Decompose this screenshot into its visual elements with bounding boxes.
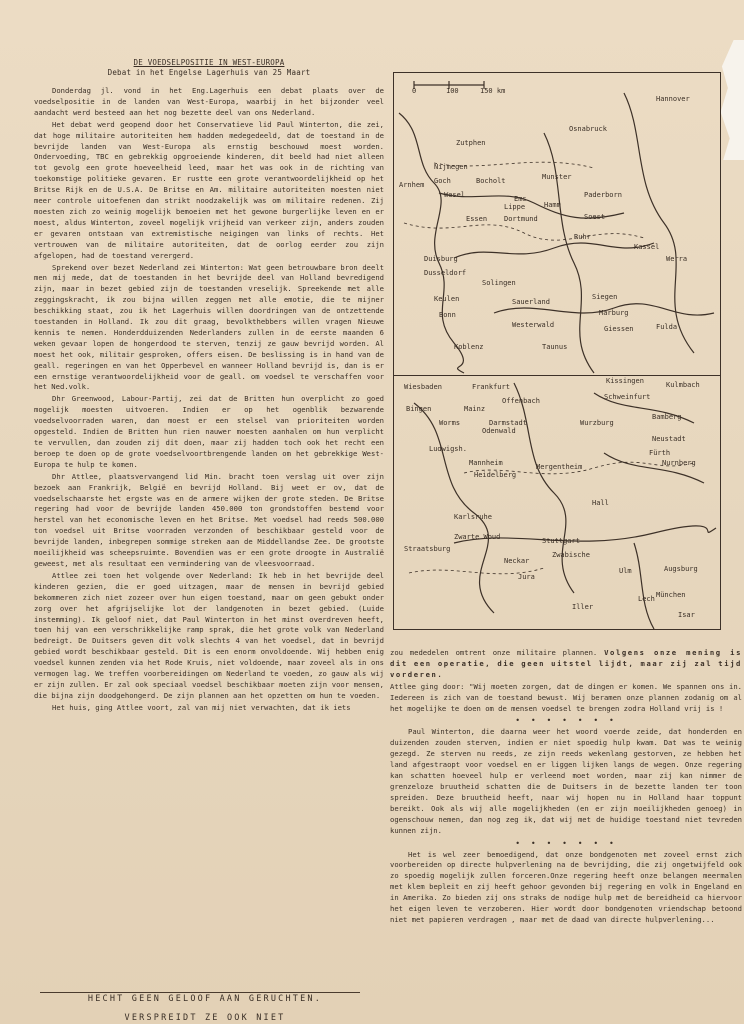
map-label-south: Stuttgart: [542, 537, 580, 545]
scale-label: 150 km: [480, 87, 506, 95]
map-label-south: Kulmbach: [666, 381, 700, 389]
map-divider: [394, 375, 720, 376]
paragraph: Attlee zei toen het volgende over Nederland: Ik heb in het bevrijde deel kinderen gezien, die er goed uitzagen, maar de mensen in bevrijd gebied bekommeren zich niet zozeer over hun eigen toestand, maar om geen gebukt onder zorg over het afgrijselijke lot der landgenoten in bezet gebied. (Luide instemming). Ik geloof niet, dat Paul Winterton in het minst overdreven heeft, toen hij van een verschrikkelijke ramp sprak, die het grote volk van Nederland bedreigt. De Duitsers geven dit volk slechts 4 van het voedsel, dat in bevrijd gebied wordt beschikbaar gesteld. Dit is een enorm onvoldoende. Wij hebben enig voedsel kunnen zenden via het Rode Kruis, niet voldoende, maar zoveel als in ons vermogen lag. We treffen voorbereidingen om Nederland te voeden, zo gauw als wij er zijn zullen. Er zal ook speciaal voedsel beschikbaar moeten zijn voor mensen, die bijna zijn doodgehongerd. De zijn plannen aan het opzetten om hun te voeden.: [34, 570, 384, 700]
map-label-north: Sauerland: [512, 298, 550, 306]
map-label-south: Neckar: [504, 557, 530, 565]
map-label-south: Mainz: [464, 405, 486, 413]
map-figure: [393, 72, 721, 630]
map-label-north: Munster: [542, 173, 572, 181]
emphasis-text: Volgens onze mening is dit een operatie, die geen uitstel lijdt, maar zij zal tijd vorderen.: [390, 648, 743, 679]
map-label-south: Jura: [518, 573, 535, 581]
map-label-south: Wiesbaden: [404, 383, 442, 391]
paragraph: Dhr Greenwood, Labour-Partij, zei dat de Britten hun overplicht zo goed mogelijk moesten uitvoeren. Indien er op het ogenblik bezwarende voedselvoorraden waren, dan moest er een stelsel van prioriteiten worden opgesteld. Indien de Britten hun rien nauwer moesten aanhalen om hun verplicht te vervullen, dan zouden zij dit doen, maar zij hadden toch ook het recht een beroep te doen op de grote voedselvoortbrengende landen om het gebrekkige West-Europa te hulp te komen.: [34, 394, 384, 469]
map-label-north: Goch: [434, 177, 451, 185]
map-label-south: Frankfurt: [472, 383, 510, 391]
map-label-south: Iller: [572, 603, 594, 611]
map-label-north: Ems: [514, 195, 527, 203]
map-label-south: Bamberg: [652, 413, 682, 421]
map-label-south: Zwarte Woud: [454, 533, 501, 541]
paragraph: Dhr Attlee, plaatsvervangend lid Min. bracht toen verslag uit over zijn bezoek aan Frankrijk, België en bevrijd Holland. Bij weet er ov, dat de voedselschaarste het ergste was en de armere wijken der grote steden. De Britse regering had voor de bevrijde landen 450.000 ton grondstoffen bestemd voor herstel van het economische leven en het Britse. Met voedsel had reeds 500.000 ton voedsel uit Britse voorraden verzonden of beschikbaar gesteld voor de bevrijde landen, inbegrepen sommige streken aan de Middellandse Zee. De grootste moeilijkheid was scheepsruimte. Bovendien was er een grote droogte in Australië geweest, met als resultaat een vermindering van de vleesvoorraad.: [34, 471, 384, 568]
map-label-south: Hall: [592, 499, 609, 507]
article-title: DE VOEDSELPOSITIE IN WEST-EUROPA: [133, 58, 285, 67]
map-label-north: Essen: [466, 215, 488, 223]
map-label-north: Osnabruck: [569, 125, 607, 133]
map-label-south: Lech: [638, 595, 655, 603]
map-label-north: Hamm: [544, 201, 561, 209]
map-label-north: Solingen: [482, 279, 516, 287]
map-label-north: Hannover: [656, 95, 690, 103]
map-label-south: München: [656, 591, 686, 599]
map-label-north: Dusseldorf: [424, 269, 467, 277]
separator-dots: • • • • • • •: [515, 838, 617, 848]
map-label-north: Nijmegen: [434, 163, 468, 171]
slogan-line-1: HECHT GEEN GELOOF AAN GERUCHTEN.: [87, 994, 323, 1004]
map-label-north: Dortmund: [504, 215, 538, 223]
map-label-north: Wesel: [444, 191, 466, 199]
map-label-north: Bocholt: [476, 177, 506, 185]
map-label-south: Augsburg: [664, 565, 698, 573]
map-label-south: Schweinfurt: [604, 393, 651, 401]
map-label-north: Werra: [666, 255, 688, 263]
map-label-north: Taunus: [542, 343, 568, 351]
paragraph: Attlee ging door: "Wij moeten zorgen, dat de dingen er komen. We spannen ons in. Iedereen is zich van de toestand bewust. Wij beramen onze plannen zodanig om al het mogelijke te doen om de mensen voedsel te brengen zodra Holland vrij is !: [390, 681, 742, 713]
map-label-north: Ruhr: [574, 233, 591, 241]
slogan-line-2: VERSPREIDT ZE OOK NIET: [124, 1013, 286, 1023]
map-label-north: Keulen: [434, 295, 460, 303]
map-label-south: Neustadt: [652, 435, 686, 443]
map-label-south: Fürth: [649, 449, 671, 457]
intro-text: zou mededelen omtrent onze militaire plannen.: [390, 648, 598, 657]
right-column: [390, 648, 742, 927]
map-label-north: Marburg: [599, 309, 629, 317]
map-label-south: Mergentheim: [536, 463, 583, 471]
map-label-south: Nurnberg: [662, 459, 696, 467]
map-label-north: Kassel: [634, 243, 660, 251]
map-label-south: Heidelberg: [474, 471, 517, 479]
map-label-north: Siegen: [592, 293, 618, 301]
map-label-north: Fulda: [656, 323, 678, 331]
map-label-south: Ulm: [619, 567, 632, 575]
article-subtitle: Debat in het Engelse Lagerhuis van 25 Maart: [107, 68, 311, 77]
paragraph: Het is wel zeer bemoedigend, dat onze bondgenoten met zoveel ernst zich voorbereiden op directe hulpverlening na de bevrijding, die zij ongetwijfeld ook zo spoedig mogelijk zullen forceren.Onze regering heeft onze belangen meermalen met klem bepleit en zij heeft gehoor gevonden bij regering en volk in Engeland en in Amerika. Zo bieden zij ons straks de nodige hulp met de bereidheid ca hiervoor het eigen leven te verzoberen. Hier wordt door bondgenoten vriendschap betoond niet met papieren verdragen , maar met de daad van directe hulpverlening...: [390, 849, 742, 924]
map-label-north: Soest: [584, 213, 606, 221]
paragraph: Het huis, ging Attlee voort, zal van mij niet verwachten, dat ik iets: [52, 702, 351, 712]
map-label-north: Giessen: [604, 325, 634, 333]
map-label-north: Lippe: [504, 203, 526, 211]
slogan-rule: [40, 992, 360, 993]
paragraph: Sprekend over bezet Nederland zei Winterton: Wat geen betrouwbare bron deelt men mij mede, dat de toestanden in het bevrijde deel van Holland bevredigend zijn, maar in bezet gebied zijn de toestanden vreselijk. Spreekende met alle zeggingskracht, ik zou bijna willen zeggen met alle emotie, die te mijner beschikking staat, zou ik het Lagerhuis willen doordringen van de ontzettende toestanden in Holland. Ik zou dit graag, bevolkthebbers willen vragen Nieuwe kennis te nemen. Honderdduizenden Nederlanders zullen in de eerste maanden 6 weken gevaar lopen de hongerdood te sterven, tenzij ze gauw bevrijd worden. Al moest het ook, militair gesproken, offers eisen. De beslissing is in hand van de geall. regeringen en van het Opperbevel en wanneer Holland bevrijd is, dan is er een ernstige verantwoordelijkheid voor de geall. om voedsel te verschaffen voor het Ned.volk.: [34, 262, 384, 392]
paragraph: Het debat werd geopend door het Conservatieve lid Paul Winterton, die zei, dat hoge militaire autoriteiten hem hadden medegedeeld, dat de toestand in de bevrijde landen van West-Europa als ernstig beschouwd moest worden. Ondervoeding, TBC en gebrekkig opgroeiende kinderen, dit beeld had niet alleen tot gevolg een grote hoeveelheid leed, maar het was ook in de richting van toekomstige politieke gevaren. Er rustte een grote verantwoordelijkheid op het Britse Rijk en de U.S.A. De Britse en Am. militaire autoriteiten moesten niet meer controle uitoefenen dan strikt noodzakelijk was om militaire redenen. Zij moesten zich zo weinig mogelijk bemoeien met het gewone burgerlijke leven en er moest, aldus Winterton, zoveel mogelijk vrijheid van verkeer zijn, anders zouden er gevaren ontstaan van extremistische neigingen van links of rechts. Het vertrouwen van de militaire autoriteiten, dat de oorlog eerder zou zijn afgelopen, had de toestand verergerd.: [34, 119, 384, 260]
map-label-north: Arnhem: [399, 181, 425, 189]
map-label-south: Darmstadt: [489, 419, 527, 427]
map-label-south: Zwabische: [552, 551, 590, 559]
article-header: [34, 58, 384, 78]
paragraph: Donderdag jl. vond in het Eng.Lagerhuis een debat plaats over de voedselpositie in de landen van West-Europa, waarbij in het bijzonder veel aandacht werd besteed aan het nog bezette deel van ons Nederland.: [34, 86, 384, 117]
map-label-south: Worms: [439, 419, 461, 427]
left-column: [34, 58, 384, 715]
map-label-south: Straatsburg: [404, 545, 451, 553]
map-label-south: Bingen: [406, 405, 432, 413]
map-label-south: Offenbach: [502, 397, 540, 405]
map-label-south: Kissingen: [606, 377, 644, 385]
paragraph: [390, 648, 742, 681]
map-label-north: Zutphen: [456, 139, 486, 147]
map-label-north: Westerwald: [512, 321, 555, 329]
scale-label: 0: [412, 87, 417, 95]
map-label-north: Koblenz: [454, 343, 484, 351]
map-label-south: Mannheim: [469, 459, 503, 467]
map-label-south: Ludwigsh.: [429, 445, 467, 453]
separator-dots: • • • • • • •: [515, 716, 617, 726]
paragraph: Paul Winterton, die daarna weer het woord voerde zeide, dat honderden en duizenden zouden sterven, indien er niet spoedig hulp kwam. Dat was te weinig gezegd. Ze sterven nu reeds, ze zijn reeds wekenlang gestorven, ze hebben het land afgestraopt voor voedsel en er liggen lijken langs de wegen. Onze regering kan schatten hoeveel hulp er verleend moet worden, maar zij kan nimmer de grenzeloze bruutheid schatten die de Duitsers in de bezette landen ter toon spreiden. Deze bruutheid heeft, naar wij hopen nu in Holland haar toppunt bereikt. Ook als wij alle mogelijkheden (en er zijn moeilijkheden genoeg) in ogenschouw nemen, dan nog zeg ik, dat wij met de huidige toestand niet tevreden kunnen zijn.: [390, 727, 742, 835]
map-label-north: Bonn: [439, 311, 456, 319]
map-label-south: Wurzburg: [580, 419, 614, 427]
map-label-south: Odenwald: [482, 427, 516, 435]
scale-label: 100: [446, 87, 459, 95]
map-label-north: Duisburg: [424, 255, 458, 263]
map-label-south: Karlsruhe: [454, 513, 492, 521]
map-label-south: Isar: [678, 611, 695, 619]
map-label-north: Paderborn: [584, 191, 622, 199]
